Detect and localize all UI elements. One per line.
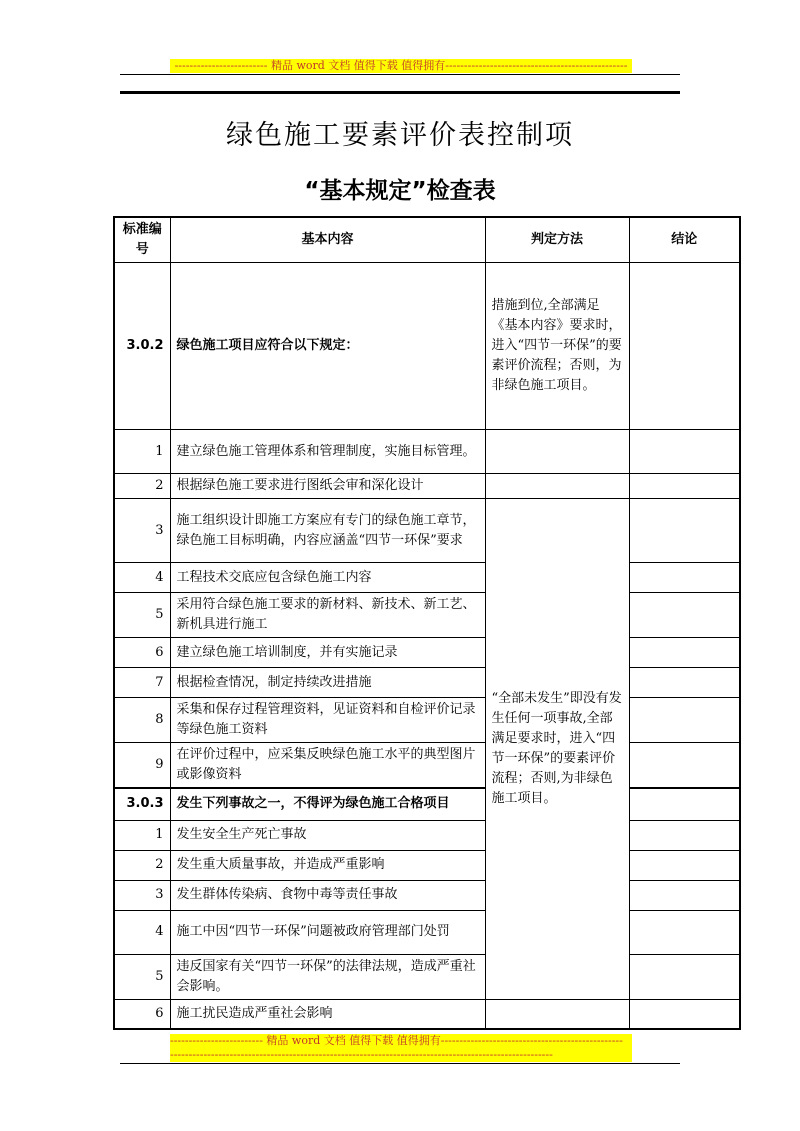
item-number: 3 [114,880,170,910]
judge-method: 措施到位,全部满足《基本内容》要求时，进入“四节一环保”的要素评价流程；否则，为非绿色施工项目。 [485,263,629,430]
method-cell [485,430,629,474]
document-title: 绿色施工要素评价表控制项 [226,120,574,151]
item-number: 9 [114,743,170,789]
table-row [114,820,740,850]
table-row [114,954,740,999]
header-content: 基本内容 [170,217,485,263]
table-row [114,850,740,880]
footer-banner [170,1034,632,1062]
item-number: 6 [114,999,170,1029]
result-cell [629,820,740,850]
table-row [114,788,740,820]
item-number: 5 [114,593,170,638]
result-cell [629,910,740,954]
item-text: 根据检查情况，制定持续改进措施 [170,668,485,698]
table-row [114,880,740,910]
item-number: 7 [114,668,170,698]
item-text: 工程技术交底应包含绿色施工内容 [170,563,485,593]
item-text: 根据绿色施工要求进行图纸会审和深化设计 [170,474,485,499]
result-cell [629,474,740,499]
result-cell [629,668,740,698]
item-text: 采用符合绿色施工要求的新材料、新技术、新工艺、新机具进行施工 [170,593,485,638]
section-content: 发生下列事故之一，不得评为绿色施工合格项目 [170,788,485,820]
item-number: 4 [114,563,170,593]
result-cell [629,788,740,820]
section-code: 3.0.2 [114,263,170,430]
result-cell [629,563,740,593]
table-row [114,638,740,668]
judge-method: “全部未发生”即没有发生任何一项事故,全部满足要求时，进入“四节一环保”的要素评价流程；否则,为非绿色施工项目。 [485,499,629,1000]
table-row [114,430,740,474]
item-number: 3 [114,499,170,563]
table-row [114,593,740,638]
method-cell [485,474,629,499]
item-text: 发生安全生产死亡事故 [170,820,485,850]
result-cell [629,430,740,474]
footer-banner-line-2: ------------------------------------------------------------------------------------------------------- [170,1048,553,1061]
item-number: 8 [114,698,170,743]
table-row [114,668,740,698]
table-row [114,563,740,593]
header-code: 标准编号 [114,217,170,263]
result-cell [629,499,740,563]
table-row [114,743,740,789]
item-text: 施工中因“四节一环保”问题被政府管理部门处罚 [170,910,485,954]
result-cell [485,999,629,1029]
header-method: 判定方法 [485,217,629,263]
item-text: 发生群体传染病、食物中毒等责任事故 [170,880,485,910]
header-rule-thick [120,91,680,94]
table-row [114,263,740,430]
table-row [114,910,740,954]
item-number: 1 [114,820,170,850]
result-cell [629,850,740,880]
checklist-table [113,216,741,1030]
item-number: 6 [114,638,170,668]
footer-rule [120,1063,680,1064]
section-content: 绿色施工项目应符合以下规定： [170,263,485,430]
result-cell [629,593,740,638]
item-text: 建立绿色施工培训制度，并有实施记录 [170,638,485,668]
item-number: 2 [114,850,170,880]
footer-banner-line-1: ------------------------- 精品 word 文档 值得下载 值得拥有------------------------------------------------- [170,1034,623,1047]
item-text: 发生重大质量事故，并造成严重影响 [170,850,485,880]
item-number: 4 [114,910,170,954]
result-cell [629,698,740,743]
table-row [114,499,740,563]
result-cell [629,263,740,430]
item-text: 违反国家有关“四节一环保”的法律法规，造成严重社会影响。 [170,954,485,999]
item-number: 5 [114,954,170,999]
result-cell [629,743,740,789]
header-result: 结论 [629,217,740,263]
result-cell [629,880,740,910]
item-text: 施工扰民造成严重社会影响 [170,999,485,1029]
item-number: 2 [114,474,170,499]
item-text: 建立绿色施工管理体系和管理制度，实施目标管理。 [170,430,485,474]
result-cell [629,954,740,999]
result-cell [629,638,740,668]
table-row [114,698,740,743]
table-row [114,999,740,1029]
document-subtitle: “基本规定”检查表 [304,178,496,204]
section-code: 3.0.3 [114,788,170,820]
header-rule-thin [120,74,680,75]
item-number: 1 [114,430,170,474]
header-banner: ------------------------- 精品 word 文档 值得下载 值得拥有------------------------------------------------- [170,59,632,73]
item-text: 施工组织设计即施工方案应有专门的绿色施工章节，绿色施工目标明确，内容应涵盖“四节一环保”要求 [170,499,485,563]
item-text: 在评价过程中，应采集反映绿色施工水平的典型图片或影像资料 [170,743,485,789]
table-header-row [114,217,740,263]
item-text: 采集和保存过程管理资料，见证资料和自检评价记录等绿色施工资料 [170,698,485,743]
table-row [114,474,740,499]
